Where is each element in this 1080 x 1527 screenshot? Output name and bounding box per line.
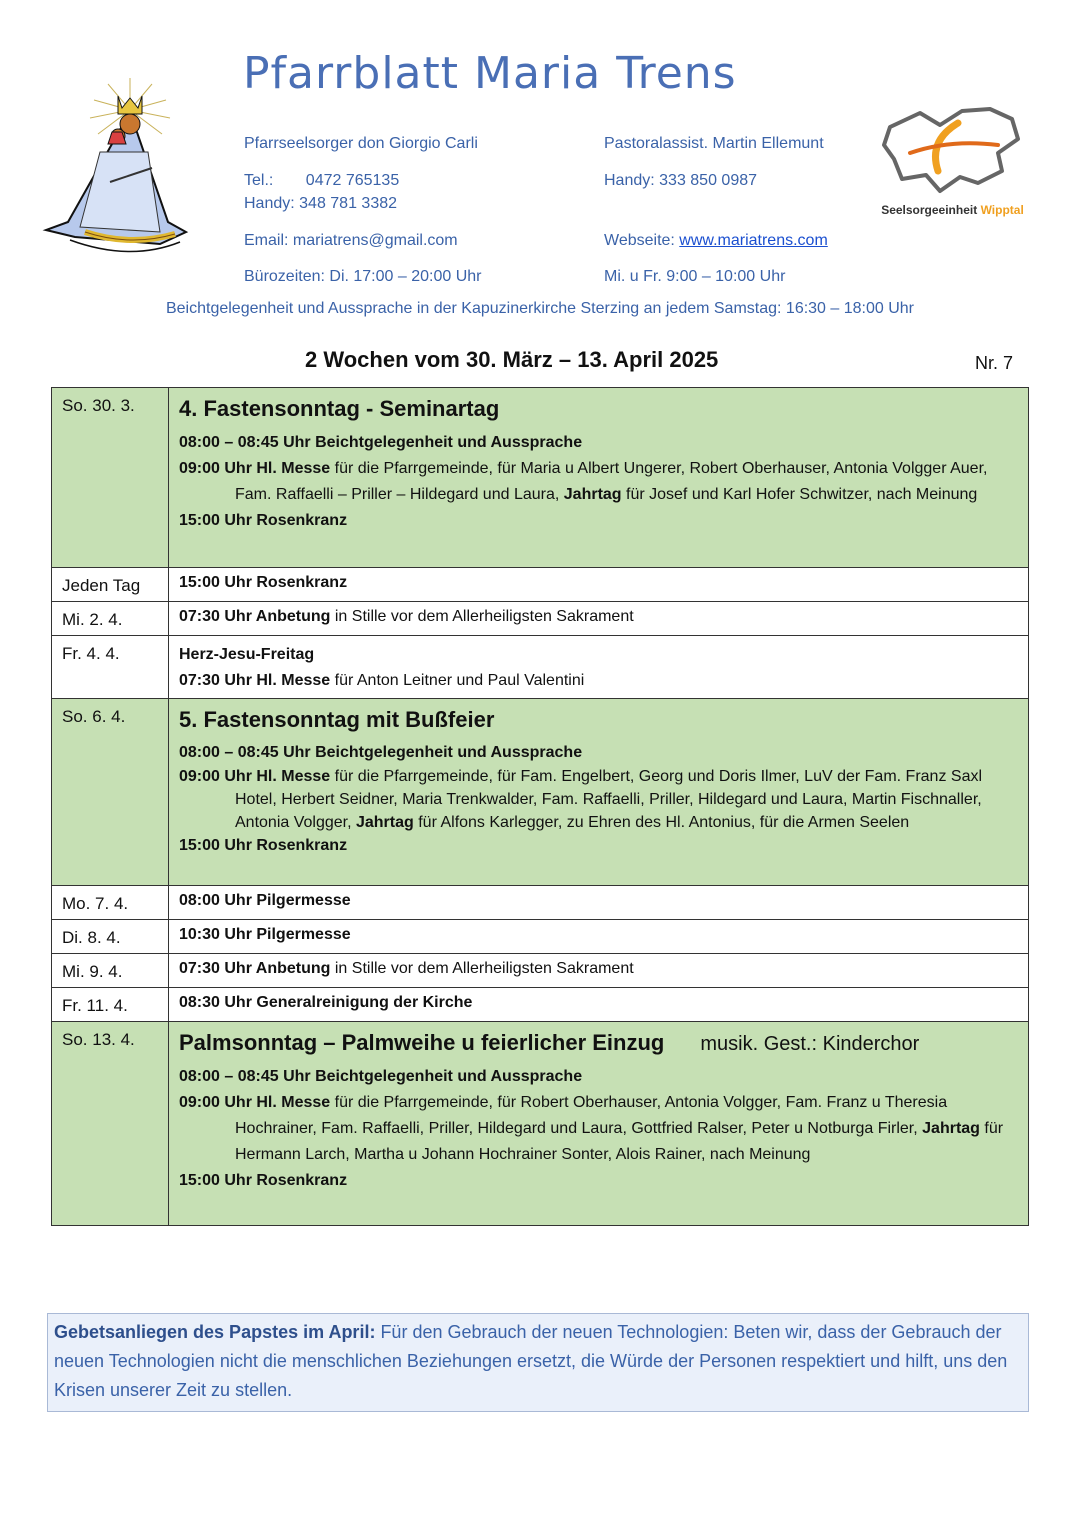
pastor-name: Pfarrseelsorger don Giorgio Carli <box>244 135 478 152</box>
phone-line <box>244 172 399 190</box>
mass-time: 09:00 Uhr Hl. Messe <box>179 460 331 477</box>
event-title: 4. Fastensonntag - Seminartag <box>179 396 500 421</box>
confession-info: Beichtgelegenheit und Aussprache in der Kapuzinerkirche Sterzing an jedem Samstag: 16:30 – 18:00 Uhr <box>165 300 915 317</box>
event-note: musik. Gest.: Kinderchor <box>700 1033 920 1055</box>
row-time: 07:30 Uhr Anbetung <box>179 608 331 625</box>
row-date: Di. 8. 4. <box>52 920 169 954</box>
mass-intentions-2: für Josef und Karl Hofer Schwitzer, nach Meinung <box>621 486 978 503</box>
seelsorgeeinheit-logo <box>880 105 1025 220</box>
table-row <box>52 920 1029 954</box>
website-label: Webseite: <box>604 232 680 249</box>
assistant-mobile: Handy: 333 850 0987 <box>604 172 758 189</box>
confession-time: 08:00 – 08:45 Uhr Beichtgelegenheit und Aussprache <box>179 1068 583 1085</box>
office-hours: Bürozeiten: Di. 17:00 – 20:00 Uhr <box>244 268 482 285</box>
region-map-icon <box>880 105 1025 197</box>
phone-number: 0472 765135 <box>305 172 400 189</box>
row-text: 10:30 Uhr Pilgermesse <box>179 926 351 943</box>
phone-label: Tel.: <box>244 172 274 189</box>
mass-intentions-2: für Alfons Karlegger, zu Ehren des Hl. Antonius, für die Armen Seelen <box>413 814 910 831</box>
mass-time: 09:00 Uhr Hl. Messe <box>179 768 331 785</box>
rosary-time: 15:00 Uhr Rosenkranz <box>179 837 348 854</box>
table-row <box>52 954 1029 988</box>
row-date: Fr. 11. 4. <box>52 988 169 1022</box>
confession-time: 08:00 – 08:45 Uhr Beichtgelegenheit und Aussprache <box>179 744 583 761</box>
row-text: 08:00 Uhr Pilgermesse <box>179 892 351 909</box>
row-time: 07:30 Uhr Hl. Messe <box>179 672 331 689</box>
row-date: Mo. 7. 4. <box>52 886 169 920</box>
row-text: 08:30 Uhr Generalreinigung der Kirche <box>179 994 473 1011</box>
madonna-image <box>40 72 190 267</box>
mass-intentions-2: für Hermann Larch, Martha u Johann Hochrainer Sonter, Alois Rainer, nach Meinung <box>235 1120 1004 1163</box>
website-line <box>604 232 828 250</box>
pastor-mobile: Handy: 348 781 3382 <box>244 195 398 212</box>
table-row <box>52 988 1029 1022</box>
schedule-table <box>51 387 1029 1226</box>
website-link[interactable]: www.mariatrens.com <box>679 232 828 249</box>
table-row <box>52 699 1029 886</box>
confession-time: 08:00 – 08:45 Uhr Beichtgelegenheit und Aussprache <box>179 434 583 451</box>
office-hours-2: Mi. u Fr. 9:00 – 10:00 Uhr <box>604 268 786 285</box>
jahrtag-label: Jahrtag <box>355 814 414 831</box>
row-date: Jeden Tag <box>52 568 169 602</box>
row-content <box>169 388 1029 568</box>
assistant-name: Pastoralassist. Martin Ellemunt <box>604 135 824 152</box>
logo-text-accent: Wipptal <box>980 203 1024 217</box>
row-date: So. 13. 4. <box>52 1022 169 1226</box>
jahrtag-label: Jahrtag <box>922 1120 980 1137</box>
event-title: Palmsonntag – Palmweihe u feierlicher Einzug <box>179 1030 665 1055</box>
row-date: So. 30. 3. <box>52 388 169 568</box>
table-row <box>52 1022 1029 1226</box>
row-date: So. 6. 4. <box>52 699 169 886</box>
row-content <box>169 699 1029 886</box>
table-row <box>52 636 1029 699</box>
row-date: Mi. 2. 4. <box>52 602 169 636</box>
pope-intention-text: Für den Gebrauch der neuen Technologien: Beten wir, dass der Gebrauch der neuen Technologien nicht die menschlichen Beziehungen ersetzt, die Würde der Personen respektiert und hilft, uns den Krisen unserer Zeit zu stellen. <box>54 1322 1008 1400</box>
table-row <box>52 388 1029 568</box>
pope-intention-box <box>47 1313 1029 1412</box>
email: Email: mariatrens@gmail.com <box>244 232 458 249</box>
jahrtag-label: Jahrtag <box>563 486 622 503</box>
row-text: in Stille vor dem Allerheiligsten Sakrament <box>330 960 634 977</box>
period-heading: 2 Wochen vom 30. März – 13. April 2025 <box>305 347 719 372</box>
row-time: 07:30 Uhr Anbetung <box>179 960 331 977</box>
event-title: 5. Fastensonntag mit Bußfeier <box>179 707 495 732</box>
row-date: Mi. 9. 4. <box>52 954 169 988</box>
table-row <box>52 568 1029 602</box>
table-row <box>52 602 1029 636</box>
table-row <box>52 886 1029 920</box>
event-title: Herz-Jesu-Freitag <box>179 646 315 663</box>
row-content <box>169 1022 1029 1226</box>
mass-intentions: für die Pfarrgemeinde, für Fam. Engelbert, Georg und Doris Ilmer, LuV der Fam. Franz Saxl Hotel, Herbert Seidner, Maria Trenkwalder, Fam. Raffaelli, Priller, Hildegard und Laura, Martin Fischnaller, Antonia Volgger, <box>235 768 983 831</box>
logo-text: Seelsorgeeinheit <box>881 203 978 217</box>
issue-number: Nr. 7 <box>975 353 1014 373</box>
mass-intentions: für die Pfarrgemeinde, für Robert Oberhauser, Antonia Volgger, Fam. Franz u Theresia Hochrainer, Fam. Raffaelli, Priller, Hildegard und Laura, Gottfried Ralser, Peter u Notburga Firler, <box>235 1094 948 1137</box>
row-text: in Stille vor dem Allerheiligsten Sakrament <box>330 608 634 625</box>
page-title: Pfarrblatt Maria Trens <box>243 48 737 99</box>
pope-intention-label: Gebetsanliegen des Papstes im April: <box>54 1322 376 1342</box>
row-date: Fr. 4. 4. <box>52 636 169 699</box>
mass-intentions: für die Pfarrgemeinde, für Maria u Albert Ungerer, Robert Oberhauser, Antonia Volgger Auer, Fam. Raffaelli – Priller – Hildegard und Laura, <box>235 460 988 503</box>
row-text: 15:00 Uhr Rosenkranz <box>179 574 348 591</box>
mass-time: 09:00 Uhr Hl. Messe <box>179 1094 331 1111</box>
row-text: für Anton Leitner und Paul Valentini <box>330 672 585 689</box>
rosary-time: 15:00 Uhr Rosenkranz <box>179 512 348 529</box>
rosary-time: 15:00 Uhr Rosenkranz <box>179 1172 348 1189</box>
